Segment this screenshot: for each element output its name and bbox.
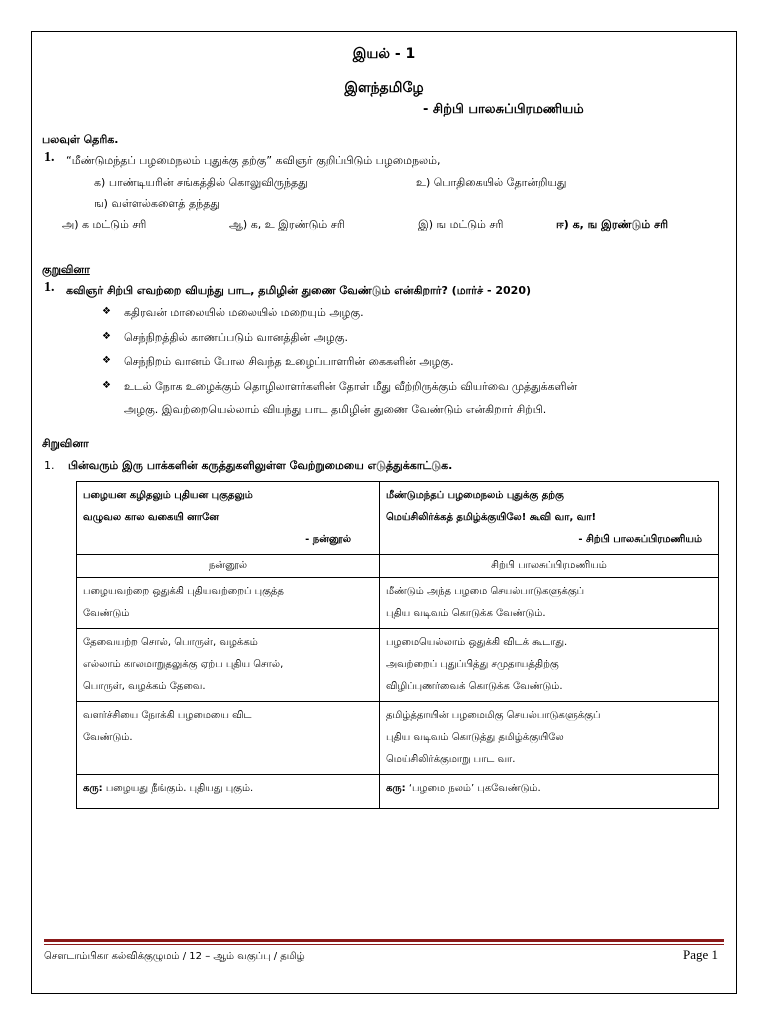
mcq-q1-number: 1. (44, 150, 55, 165)
cell-line: புதிய வடிவம் கொடுக்க வேண்டும். (386, 608, 546, 619)
short-answer-heading: குறுவினா (42, 263, 90, 276)
cell-line: தேவையற்ற சொல், பொருள், வழக்கம் (83, 637, 258, 648)
table-cell (380, 775, 719, 809)
bullet-diamond-icon: ❖ (102, 380, 111, 391)
mcq-heading: பலவுள் தெரிக. (42, 133, 119, 146)
bullet-diamond-icon: ❖ (102, 306, 111, 317)
footer-publisher: சௌடாம்பிகா கல்விக்குழுமம் / 12 – ஆம் வகுப்பு / தமிழ் (44, 951, 305, 962)
verse-line: மெய்சிலிர்க்கத் தமிழ்க்குயிலே! கூவி வா, வா! (386, 512, 597, 523)
mcq-answer-a: அ) க மட்டும் சரி (62, 218, 147, 231)
short-bullet-4-line-2: அழகு. இவற்றையெல்லாம் வியந்து பாட தமிழின் துணை வேண்டும் என்கிறார் சிற்பி. (124, 403, 547, 416)
cell-line: வேண்டும். (83, 732, 133, 743)
short-q1-number: 1. (44, 280, 55, 295)
short-q1-text: கவிஞர் சிற்பி எவற்றை வியந்து பாட, தமிழின் துணை வேண்டும் என்கிறார்? (மார்ச் - 2020) (66, 284, 532, 297)
table-cell (380, 629, 719, 702)
mcq-option-nga: ங) வள்ளல்களைத் தந்தது (94, 197, 220, 210)
cell-line: வளர்ச்சியை நோக்கி பழமையை விட (83, 710, 252, 721)
cell-line: புதிய வடிவம் கொடுத்து தமிழ்க்குயிலே (386, 732, 564, 743)
short-bullet-2: செந்நிறத்தில் காணப்படும் வானத்தின் அழகு. (124, 331, 348, 344)
page-number: Page 1 (683, 947, 719, 962)
cell-line: எல்லாம் காலமாறுதலுக்கு ஏற்ப புதிய சொல், (83, 659, 284, 670)
mcq-answer-ii-correct: ஈ) க, ங இரண்டும் சரி (556, 218, 669, 231)
column-header-sirpi: சிற்பி பாலசுப்பிரமணியம் (380, 555, 719, 578)
comparison-table (76, 481, 719, 809)
table-cell (380, 702, 719, 775)
bullet-diamond-icon: ❖ (102, 331, 111, 342)
cell-line: மெய்சிலிர்க்குமாறு பாட வா. (386, 754, 516, 765)
mcq-answer-aa: ஆ) க, உ இரண்டும் சரி (229, 218, 345, 231)
short-bullet-1: கதிரவன் மாலையில் மலையில் மறையும் அழகு. (124, 306, 364, 319)
cell-line: பழமையெல்லாம் ஒதுக்கி விடக் கூடாது. (386, 637, 568, 648)
lesson-author: - சிற்பி பாலசுப்பிரமணியம் (423, 102, 584, 117)
cell-line: மீண்டும் அந்த பழமை செயல்பாடுகளுக்குப் (386, 586, 585, 597)
cell-line: விழிப்புணர்வைக் கொடுக்க வேண்டும். (386, 681, 563, 692)
table-cell (77, 775, 380, 809)
short-bullet-4-line-1: உடல் நோக உழைக்கும் தொழிலாளர்களின் தோள் மீது வீற்றிருக்கும் வியர்வை முத்துக்களின் (124, 380, 578, 393)
mcq-option-u: உ) பொதிகையில் தோன்றியது (416, 176, 567, 189)
mcq-answer-i: இ) ங மட்டும் சரி (418, 218, 504, 231)
lesson-title: இளந்தமிழே (344, 80, 424, 96)
mcq-option-ka: க) பாண்டியரின் சங்கத்தில் கொலுவிருந்தது (94, 176, 308, 189)
column-header-nannool: நன்னூல் (77, 555, 380, 578)
table-row (77, 578, 719, 629)
verse-line: பழையன கழிதலும் புதியன புகுதலும் (83, 490, 253, 501)
table-cell (77, 482, 380, 555)
small-q1-text: பின்வரும் இரு பாக்களின் கருத்துகளிலுள்ள வேற்றுமையை எடுத்துக்காட்டுக. (68, 459, 453, 472)
short-bullet-3: செந்நிறம் வானம் போல சிவந்த உழைப்பாளரின் கைகளின் அழகு. (124, 355, 454, 368)
verse-line: மீண்டுமந்தப் பழமைநலம் புதுக்கு தற்கு (386, 490, 564, 501)
table-cell (77, 702, 380, 775)
table-header-row (77, 555, 719, 578)
table-row (77, 702, 719, 775)
small-answer-heading: சிறுவினா (42, 437, 89, 450)
mcq-q1-text: “மீண்டுமந்தப் பழமைநலம் புதுக்கு தற்கு” கவிஞர் குறிப்பிடும் பழமைநலம், (66, 154, 441, 167)
cell-line: பொருள், வழக்கம் தேவை. (83, 681, 206, 692)
unit-title: இயல் - 1 (352, 46, 416, 62)
bullet-diamond-icon: ❖ (102, 355, 111, 366)
verse-source: - சிற்பி பாலசுப்பிரமணியம் (578, 534, 702, 545)
karu-left: பழையது நீங்கும். புதியது புகும். (105, 783, 254, 794)
karu-label: கரு: (83, 783, 103, 794)
table-cell (77, 629, 380, 702)
verse-line: வழுவல கால வகையி னானே (83, 512, 219, 523)
table-row-karu (77, 775, 719, 809)
cell-line: அவற்றைப் புதுப்பித்து சமுதாயத்திற்கு (386, 659, 559, 670)
footer-rule (44, 939, 724, 942)
table-row (77, 629, 719, 702)
table-cell (380, 482, 719, 555)
karu-right: ‘பழமை நலம்’ புகவேண்டும். (408, 783, 541, 794)
cell-line: தமிழ்த்தாயின் பழமைமிகு செயல்பாடுகளுக்குப் (386, 710, 601, 721)
table-cell (380, 578, 719, 629)
cell-line: பழையவற்றை ஒதுக்கி புதியவற்றைப் புகுத்த (83, 586, 284, 597)
table-row-verses (77, 482, 719, 555)
verse-source: - நன்னூல் (305, 534, 351, 545)
cell-line: வேண்டும் (83, 608, 130, 619)
footer-rule-thin (44, 944, 724, 945)
karu-label: கரு: (386, 783, 406, 794)
table-cell (77, 578, 380, 629)
small-q1-number: 1. (44, 459, 55, 472)
